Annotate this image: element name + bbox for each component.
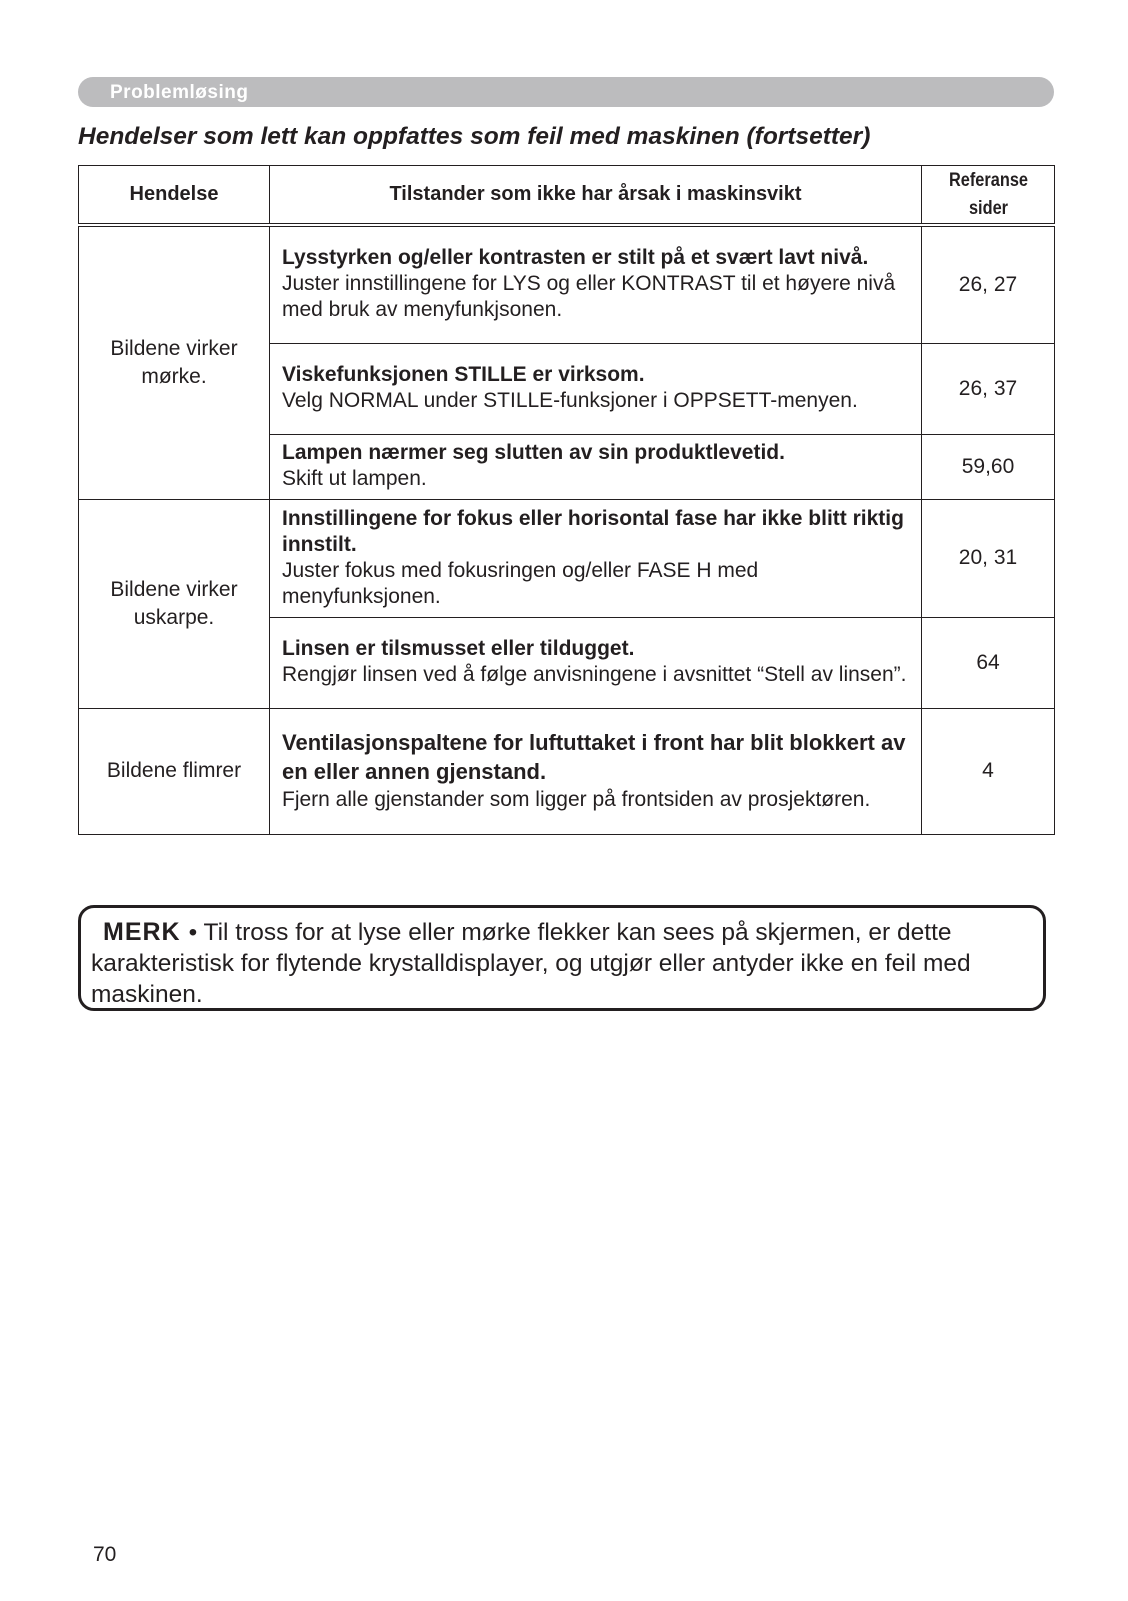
column-header-event: Hendelse (79, 166, 270, 226)
reference-header-line1: Referanse (948, 169, 1028, 191)
reference-cell: 59,60 (922, 434, 1055, 499)
condition-title: Lampen nærmer seg slutten av sin produktlevetid. (282, 441, 785, 464)
troubleshooting-table (78, 165, 1055, 835)
reference-cell: 64 (922, 617, 1055, 708)
reference-cell: 20, 31 (922, 499, 1055, 617)
page-number: 70 (93, 1543, 117, 1566)
table-row (79, 708, 1055, 834)
condition-title: Viskefunksjonen STILLE er virksom. (282, 363, 645, 386)
column-header-reference (931, 166, 1045, 226)
condition-text: Fjern alle gjenstander som ligger på frontsiden av prosjektøren. (282, 788, 871, 811)
section-tab (78, 77, 1054, 107)
condition-text: Skift ut lampen. (282, 467, 427, 490)
condition-cell (270, 225, 922, 343)
condition-cell (270, 708, 922, 834)
note-content (91, 917, 1036, 1010)
condition-text: Rengjør linsen ved å følge anvisningene i avsnittet “Stell av linsen”. (282, 663, 907, 686)
reference-cell: 26, 27 (922, 225, 1055, 343)
table-row (79, 225, 1055, 343)
condition-cell (270, 343, 922, 434)
condition-cell (270, 499, 922, 617)
note-label: MERK (103, 918, 181, 946)
note-text: • Til tross for at lyse eller mørke flekker kan sees på skjermen, er dette karakteristisk for flytende krystalldisplayer, og utgjør eller antyder ikke en feil med maskinen. (91, 919, 971, 1008)
condition-title: Lysstyrken og/eller kontrasten er stilt på et svært lavt nivå. (282, 246, 869, 270)
condition-cell (270, 434, 922, 499)
condition-title: Linsen er tilsmusset eller tildugget. (282, 637, 635, 660)
condition-cell (270, 617, 922, 708)
table-row (79, 499, 1055, 617)
reference-cell: 26, 37 (922, 343, 1055, 434)
condition-text: Juster innstillingene for LYS og eller KONTRAST til et høyere nivå med bruk av menyfunkjsonen. (282, 272, 896, 322)
condition-title: Innstillingene for fokus eller horisontal fase har ikke blitt riktig innstilt. (282, 506, 904, 556)
column-header-conditions: Tilstander som ikke har årsak i maskinsvikt (270, 166, 922, 226)
section-tab-label: Problemløsing (110, 82, 249, 103)
event-cell: Bildene virker mørke. (79, 225, 270, 499)
note-box (78, 905, 1046, 1011)
reference-header-line2: sider (968, 197, 1008, 219)
table-header-row (79, 166, 1055, 226)
event-cell: Bildene flimrer (79, 708, 270, 834)
reference-cell: 4 (922, 708, 1055, 834)
event-cell: Bildene virker uskarpe. (79, 499, 270, 708)
condition-text: Velg NORMAL under STILLE-funksjoner i OPPSETT-menyen. (282, 389, 858, 412)
condition-title: Ventilasjonspaltene for luftuttaket i front har blit blokkert av en eller annen gjenstand. (282, 730, 906, 784)
condition-text: Juster fokus med fokusringen og/eller FASE H med menyfunksjonen. (282, 558, 759, 608)
page-title: Hendelser som lett kan oppfattes som feil med maskinen (fortsetter) (78, 123, 871, 150)
